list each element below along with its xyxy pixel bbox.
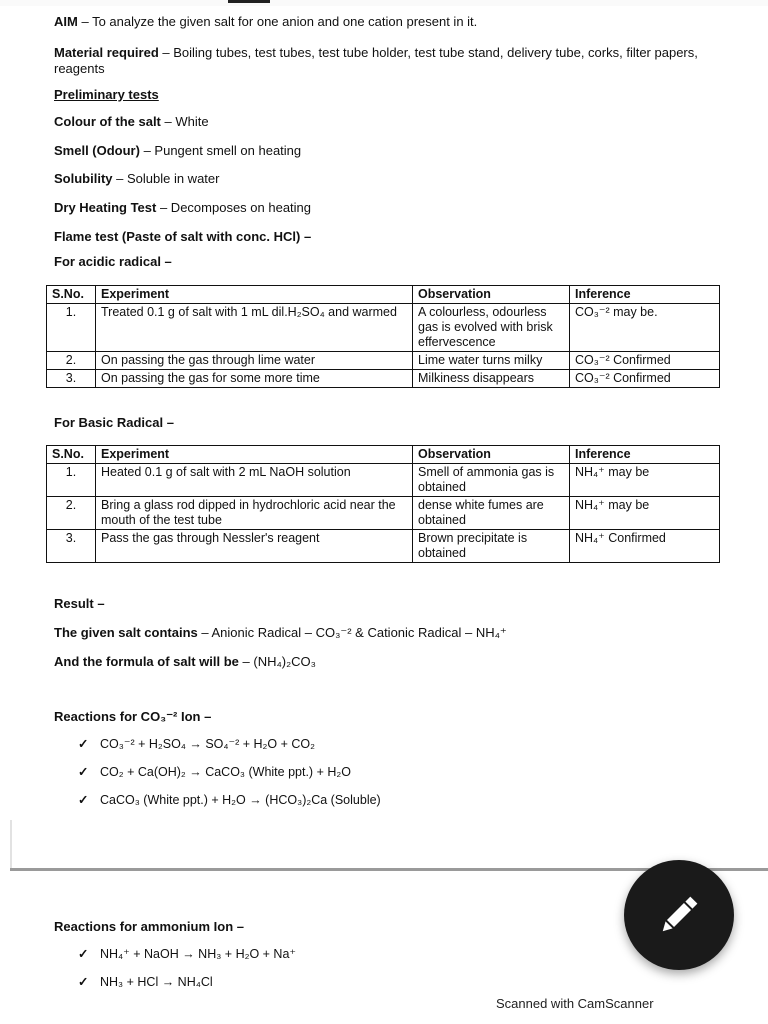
cell-observation: A colourless, odourless gas is evolved with brisk effervescence [413, 304, 570, 352]
cell-experiment: Heated 0.1 g of salt with 2 mL NaOH solution [96, 464, 413, 497]
preliminary-value: – Decomposes on heating [159, 200, 312, 215]
preliminary-item [54, 171, 219, 187]
table-row [47, 304, 720, 352]
table-row [47, 352, 720, 370]
preliminary-value: – Soluble in water [116, 171, 220, 186]
preliminary-item [54, 229, 311, 245]
reaction-equation: NH₃ + HCl → NH₄Cl [100, 975, 213, 989]
col-header-observation: Observation [413, 286, 570, 304]
result-value: – (NH₄)₂CO₃ [242, 654, 316, 669]
cell-sno: 3. [47, 530, 96, 563]
cell-experiment: Bring a glass rod dipped in hydrochloric acid near the mouth of the test tube [96, 497, 413, 530]
edit-button[interactable] [624, 860, 734, 970]
cell-experiment: On passing the gas for some more time [96, 370, 413, 388]
col-header-inference: Inference [570, 286, 720, 304]
table-row [47, 530, 720, 563]
top-edge [0, 0, 768, 6]
cell-experiment: Pass the gas through Nessler's reagent [96, 530, 413, 563]
table-row [47, 370, 720, 388]
material-text: – Boiling tubes, test tubes, test tube holder, test tube stand, delivery tube, corks, filter papers, reagents [54, 45, 698, 76]
col-header-experiment: Experiment [96, 286, 413, 304]
col-header-experiment: Experiment [96, 446, 413, 464]
cell-sno: 2. [47, 352, 96, 370]
reaction-item [78, 946, 296, 962]
check-icon: ✓ [78, 737, 89, 751]
aim-line [54, 14, 477, 30]
pencil-icon [654, 890, 704, 940]
preliminary-item [54, 200, 311, 216]
reaction-equation: CO₃⁻² + H₂SO₄ → SO₄⁻² + H₂O + CO₂ [100, 737, 315, 751]
preliminary-label: Flame test (Paste of salt with conc. HCl) – [54, 229, 312, 244]
reaction-item [78, 736, 315, 752]
aim-text: – To analyze the given salt for one anion and one cation present in it. [81, 14, 478, 29]
reactions-co3-heading: Reactions for CO₃⁻² Ion – [54, 709, 212, 724]
cell-sno: 1. [47, 304, 96, 352]
check-icon: ✓ [78, 947, 89, 961]
aim-label: AIM [54, 14, 78, 29]
cell-inference: NH₄⁺ may be [570, 464, 720, 497]
cell-sno: 1. [47, 464, 96, 497]
preliminary-item [54, 143, 301, 159]
preliminary-label: Colour of the salt [54, 114, 161, 129]
check-icon: ✓ [78, 975, 89, 989]
reaction-equation: CaCO₃ (White ppt.) + H₂O → (HCO₃)₂Ca (Soluble) [100, 793, 381, 807]
reaction-item [78, 792, 381, 808]
cell-sno: 3. [47, 370, 96, 388]
preliminary-item [54, 114, 209, 130]
result-line-1 [54, 625, 507, 641]
col-header-sno: S.No. [47, 286, 96, 304]
check-icon: ✓ [78, 765, 89, 779]
basic-radical-table [46, 445, 720, 563]
table-row [47, 464, 720, 497]
table-header-row [47, 286, 720, 304]
basic-heading: For Basic Radical – [54, 415, 174, 430]
preliminary-label: Smell (Odour) [54, 143, 140, 158]
preliminary-label: Solubility [54, 171, 113, 186]
material-label: Material required [54, 45, 159, 60]
cell-inference: CO₃⁻² Confirmed [570, 370, 720, 388]
cell-experiment: Treated 0.1 g of salt with 1 mL dil.H₂SO₄ and warmed [96, 304, 413, 352]
reaction-item [78, 764, 351, 780]
scanner-watermark: Scanned with CamScanner [496, 996, 654, 1011]
acidic-radical-table [46, 285, 720, 388]
cell-inference: CO₃⁻² Confirmed [570, 352, 720, 370]
reaction-item [78, 974, 213, 990]
result-line-2 [54, 654, 316, 670]
preliminary-value: – White [164, 114, 209, 129]
table-row [47, 497, 720, 530]
cell-experiment: On passing the gas through lime water [96, 352, 413, 370]
reactions-nh4-heading: Reactions for ammonium Ion – [54, 919, 244, 934]
table-header-row [47, 446, 720, 464]
cell-observation: Brown precipitate is obtained [413, 530, 570, 563]
col-header-sno: S.No. [47, 446, 96, 464]
reaction-equation: CO₂ + Ca(OH)₂ → CaCO₃ (White ppt.) + H₂O [100, 765, 351, 779]
col-header-observation: Observation [413, 446, 570, 464]
cell-observation: dense white fumes are obtained [413, 497, 570, 530]
cell-inference: CO₃⁻² may be. [570, 304, 720, 352]
cell-sno: 2. [47, 497, 96, 530]
cell-inference: NH₄⁺ may be [570, 497, 720, 530]
preliminary-label: Dry Heating Test [54, 200, 157, 215]
cell-observation: Smell of ammonia gas is obtained [413, 464, 570, 497]
reaction-equation: NH₄⁺ + NaOH → NH₃ + H₂O + Na⁺ [100, 947, 296, 961]
cell-observation: Lime water turns milky [413, 352, 570, 370]
acidic-heading: For acidic radical – [54, 254, 172, 269]
material-line [54, 45, 726, 77]
result-heading: Result – [54, 596, 105, 611]
result-value: – Anionic Radical – CO₃⁻² & Cationic Radical – NH₄⁺ [201, 625, 507, 640]
col-header-inference: Inference [570, 446, 720, 464]
preliminary-heading: Preliminary tests [54, 87, 159, 102]
cell-inference: NH₄⁺ Confirmed [570, 530, 720, 563]
cell-observation: Milkiness disappears [413, 370, 570, 388]
preliminary-value: – Pungent smell on heating [143, 143, 302, 158]
check-icon: ✓ [78, 793, 89, 807]
top-mark [228, 0, 270, 3]
result-label: And the formula of salt will be [54, 654, 239, 669]
result-label: The given salt contains [54, 625, 198, 640]
